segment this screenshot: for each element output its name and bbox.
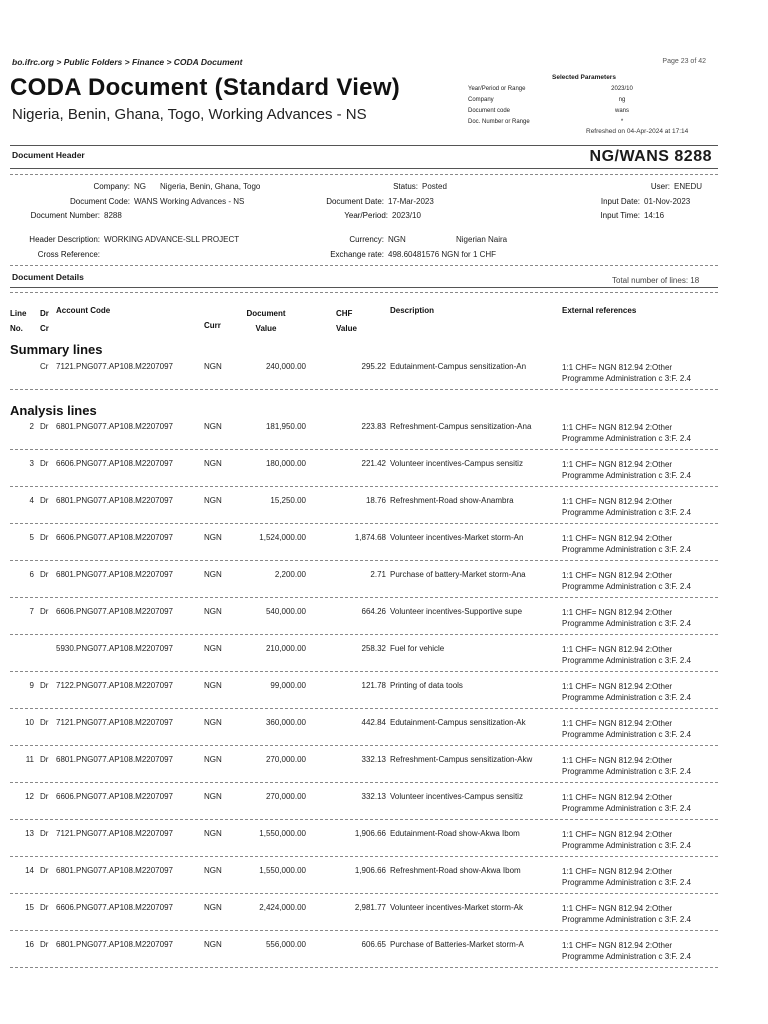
divider [10,523,718,524]
divider [10,671,718,672]
dr-cr: Dr [40,792,49,801]
currency: NGN [204,496,222,505]
account-code: 7121.PNG077.AP108.M2207097 [56,718,173,727]
chf-value: 121.78 [361,681,386,690]
line-number: 11 [25,755,34,764]
divider [10,856,718,857]
description: Volunteer incentives-Campus sensitiz [390,459,523,468]
param-label-docnum: Doc. Number or Range [468,119,530,125]
document-value: 2,424,000.00 [259,903,306,912]
external-reference: 1:1 CHF= NGN 812.94 2:Other Programme Administration c 3:F. 2.4 [562,460,691,480]
divider [10,819,718,820]
chf-value: 223.83 [361,422,386,431]
divider [10,782,718,783]
document-value: 360,000.00 [265,718,306,727]
input-time-label: Input Time: [600,211,640,220]
dr-cr: Cr [40,362,49,371]
dr-cr: Dr [40,829,49,838]
document-value: 540,000.00 [265,607,306,616]
exchange-rate-label: Exchange rate: [330,250,384,259]
document-value: 15,250.00 [270,496,306,505]
status-value: Posted [422,182,447,191]
currency: NGN [204,866,222,875]
account-code: 6801.PNG077.AP108.M2207097 [56,940,173,949]
dr-cr: Dr [40,940,49,949]
external-reference: 1:1 CHF= NGN 812.94 2:Other Programme Administration c 3:F. 2.4 [562,645,691,665]
chf-value: 1,906.66 [354,829,386,838]
chf-value: 258.32 [361,644,386,653]
chf-value: 1,906.66 [354,866,386,875]
document-value: 99,000.00 [270,681,306,690]
divider [10,930,718,931]
description: Refreshment-Campus sensitization-Akw [390,755,533,764]
line-number: 2 [29,422,34,431]
line-number: 15 [25,903,34,912]
description: Purchase of battery-Market storm-Ana [390,570,526,579]
document-value: 210,000.00 [265,644,306,653]
line-number: 3 [29,459,34,468]
document-value: 2,200.00 [274,570,306,579]
doc-date-label: Document Date: [326,197,384,206]
description: Volunteer incentives-Supportive supe [390,607,523,616]
dr-cr: Dr [40,570,49,579]
divider [10,168,718,169]
currency: NGN [204,570,222,579]
divider [10,287,718,288]
currency: NGN [204,422,222,431]
chf-value: 332.13 [361,755,386,764]
divider [10,265,718,266]
account-code: 6606.PNG077.AP108.M2207097 [56,792,173,801]
period-label: Year/Period: [344,211,388,220]
external-reference: 1:1 CHF= NGN 812.94 2:Other Programme Administration c 3:F. 2.4 [562,608,691,628]
breadcrumb[interactable]: bo.ifrc.org > Public Folders > Finance > CODA Document [12,57,243,67]
description: Volunteer incentives-Campus sensitiz [390,792,523,801]
col-chf-value: CHF Value [336,309,357,333]
dr-cr: Dr [40,422,49,431]
external-reference: 1:1 CHF= NGN 812.94 2:Other Programme Administration c 3:F. 2.4 [562,904,691,924]
account-code: 6801.PNG077.AP108.M2207097 [56,570,173,579]
chf-value: 1,874.68 [354,533,386,542]
user-value: ENEDU [674,182,703,191]
chf-value: 221.42 [361,459,386,468]
document-id: NG/WANS 8288 [589,148,712,165]
currency: NGN [204,940,222,949]
currency: NGN [204,362,222,371]
total-lines: Total number of lines: 18 [612,276,700,285]
description: Edutainment-Campus sensitization-Ak [390,718,526,727]
external-reference: 1:1 CHF= NGN 812.94 2:Other Programme Administration c 3:F. 2.4 [562,363,691,383]
account-code: 7122.PNG077.AP108.M2207097 [56,681,173,690]
document-value: 1,550,000.00 [259,829,306,838]
currency: NGN [204,607,222,616]
currency: NGN [204,681,222,690]
chf-value: 664.26 [361,607,386,616]
line-number: 4 [29,496,34,505]
dr-cr: Dr [40,755,49,764]
divider [10,634,718,635]
description: Printing of data tools [390,681,463,690]
external-reference: 1:1 CHF= NGN 812.94 2:Other Programme Administration c 3:F. 2.4 [562,867,691,887]
account-code: 6801.PNG077.AP108.M2207097 [56,496,173,505]
external-reference: 1:1 CHF= NGN 812.94 2:Other Programme Administration c 3:F. 2.4 [562,830,691,850]
param-value-company: ng [618,97,626,103]
line-number: 7 [29,607,34,616]
col-dr-cr: Dr Cr [40,309,49,333]
document-value: 180,000.00 [265,459,306,468]
description: Refreshment-Road show-Akwa Ibom [390,866,521,875]
description: Edutainment-Campus sensitization-An [390,362,527,371]
currency: NGN [204,644,222,653]
dr-cr: Dr [40,866,49,875]
input-date-label: Input Date: [600,197,640,206]
chf-value: 442.84 [361,718,386,727]
company-label: Company: [93,182,130,191]
currency-value: NGN [388,235,406,244]
col-document-value: Document Value [246,309,286,333]
input-date-value: 01-Nov-2023 [644,197,691,206]
divider [10,708,718,709]
divider [10,389,718,390]
analysis-lines-title: Analysis lines [10,403,97,418]
dr-cr: Dr [40,496,49,505]
cross-ref-label: Cross Reference: [37,250,100,259]
divider [10,597,718,598]
external-reference: 1:1 CHF= NGN 812.94 2:Other Programme Administration c 3:F. 2.4 [562,534,691,554]
external-reference: 1:1 CHF= NGN 812.94 2:Other Programme Administration c 3:F. 2.4 [562,682,691,702]
company-value: NG [134,182,146,191]
page-subtitle: Nigeria, Benin, Ghana, Togo, Working Advances - NS [12,106,367,123]
chf-value: 332.13 [361,792,386,801]
document-value: 556,000.00 [265,940,306,949]
summary-lines-title: Summary lines [10,342,103,357]
doc-number-value: 8288 [104,211,122,220]
chf-value: 2,981.77 [354,903,386,912]
description: Purchase of Batteries-Market storm-A [390,940,524,949]
external-reference: 1:1 CHF= NGN 812.94 2:Other Programme Administration c 3:F. 2.4 [562,941,691,961]
param-value-period: 2023/10 [611,86,633,92]
doc-date-value: 17-Mar-2023 [388,197,434,206]
account-code: 7121.PNG077.AP108.M2207097 [56,362,173,371]
param-label-period: Year/Period or Range [468,86,526,92]
description: Refreshment-Campus sensitization-Ana [390,422,532,431]
param-value-docnum: * [620,119,624,125]
document-value: 240,000.00 [265,362,306,371]
dr-cr: Dr [40,718,49,727]
currency-name: Nigerian Naira [456,235,508,244]
doc-code-label: Document Code: [69,197,130,206]
currency: NGN [204,829,222,838]
document-value: 1,550,000.00 [259,866,306,875]
line-number: 5 [29,533,34,542]
chf-value: 295.22 [361,362,386,371]
currency: NGN [204,792,222,801]
divider [10,174,718,175]
page-number: Page 23 of 42 [662,58,706,65]
line-number: 6 [29,570,34,579]
divider [10,486,718,487]
external-reference: 1:1 CHF= NGN 812.94 2:Other Programme Administration c 3:F. 2.4 [562,756,691,776]
currency: NGN [204,718,222,727]
user-label: User: [650,182,670,191]
account-code: 6606.PNG077.AP108.M2207097 [56,607,173,616]
header-desc-label: Header Description: [29,235,100,244]
company-name: Nigeria, Benin, Ghana, Togo [160,182,261,191]
col-currency: Curr [204,321,221,330]
exchange-rate-value: 498.60481576 NGN for 1 CHF [388,250,497,259]
col-external-references: External references [562,306,637,315]
selected-parameters-title: Selected Parameters [552,74,616,81]
line-number: 12 [25,792,34,801]
param-label-doccode: Document code [468,108,511,114]
description: Refreshment-Road show-Anambra [390,496,514,505]
account-code: 6606.PNG077.AP108.M2207097 [56,533,173,542]
account-code: 6801.PNG077.AP108.M2207097 [56,866,173,875]
dr-cr: Dr [40,607,49,616]
document-value: 270,000.00 [265,755,306,764]
line-number: 14 [25,866,34,875]
currency-label: Currency: [349,235,384,244]
page-title: CODA Document (Standard View) [10,74,401,101]
doc-code-value: WANS [134,197,158,206]
col-account-code: Account Code [56,306,111,315]
line-number: 10 [25,718,34,727]
period-value: 2023/10 [392,211,421,220]
description: Volunteer incentives-Market storm-An [390,533,524,542]
document-value: 181,950.00 [265,422,306,431]
divider [10,745,718,746]
divider [10,967,718,968]
currency: NGN [204,533,222,542]
account-code: 5930.PNG077.AP108.M2207097 [56,644,173,653]
external-reference: 1:1 CHF= NGN 812.94 2:Other Programme Administration c 3:F. 2.4 [562,497,691,517]
dr-cr: Dr [40,681,49,690]
description: Volunteer incentives-Market storm-Ak [390,903,523,912]
col-description: Description [390,306,435,315]
external-reference: 1:1 CHF= NGN 812.94 2:Other Programme Administration c 3:F. 2.4 [562,719,691,739]
external-reference: 1:1 CHF= NGN 812.94 2:Other Programme Administration c 3:F. 2.4 [562,793,691,813]
description: Edutainment-Road show-Akwa Ibom [390,829,520,838]
external-reference: 1:1 CHF= NGN 812.94 2:Other Programme Administration c 3:F. 2.4 [562,571,691,591]
divider [10,292,718,293]
account-code: 6801.PNG077.AP108.M2207097 [56,422,173,431]
document-value: 1,524,000.00 [259,533,306,542]
document-value: 270,000.00 [265,792,306,801]
currency: NGN [204,755,222,764]
header-desc-value: WORKING ADVANCE-SLL PROJECT [104,235,240,244]
account-code: 6606.PNG077.AP108.M2207097 [56,459,173,468]
line-number: 13 [25,829,34,838]
divider [10,893,718,894]
currency: NGN [204,903,222,912]
chf-value: 18.76 [365,496,386,505]
divider [10,449,718,450]
input-time-value: 14:16 [644,211,665,220]
doc-code-name: Working Advances - NS [160,197,245,206]
param-label-company: Company [468,97,494,103]
account-code: 6801.PNG077.AP108.M2207097 [56,755,173,764]
description: Fuel for vehicle [390,644,445,653]
dr-cr: Dr [40,459,49,468]
currency: NGN [204,459,222,468]
status-label: Status: [393,182,418,191]
external-reference: 1:1 CHF= NGN 812.94 2:Other Programme Administration c 3:F. 2.4 [562,423,691,443]
param-value-doccode: wans [614,108,629,114]
divider [10,145,718,146]
line-number: 16 [25,940,34,949]
chf-value: 2.71 [370,570,386,579]
document-details-title: Document Details [12,272,84,282]
account-code: 6606.PNG077.AP108.M2207097 [56,903,173,912]
doc-number-label: Document Number: [30,211,100,220]
dr-cr: Dr [40,533,49,542]
document-header-title: Document Header [12,150,85,160]
dr-cr: Dr [40,903,49,912]
refreshed-timestamp: Refreshed on 04-Apr-2024 at 17:14 [586,128,689,135]
account-code: 7121.PNG077.AP108.M2207097 [56,829,173,838]
col-line-no: Line No. [10,309,27,333]
chf-value: 606.65 [361,940,386,949]
divider [10,560,718,561]
line-number: 9 [29,681,34,690]
